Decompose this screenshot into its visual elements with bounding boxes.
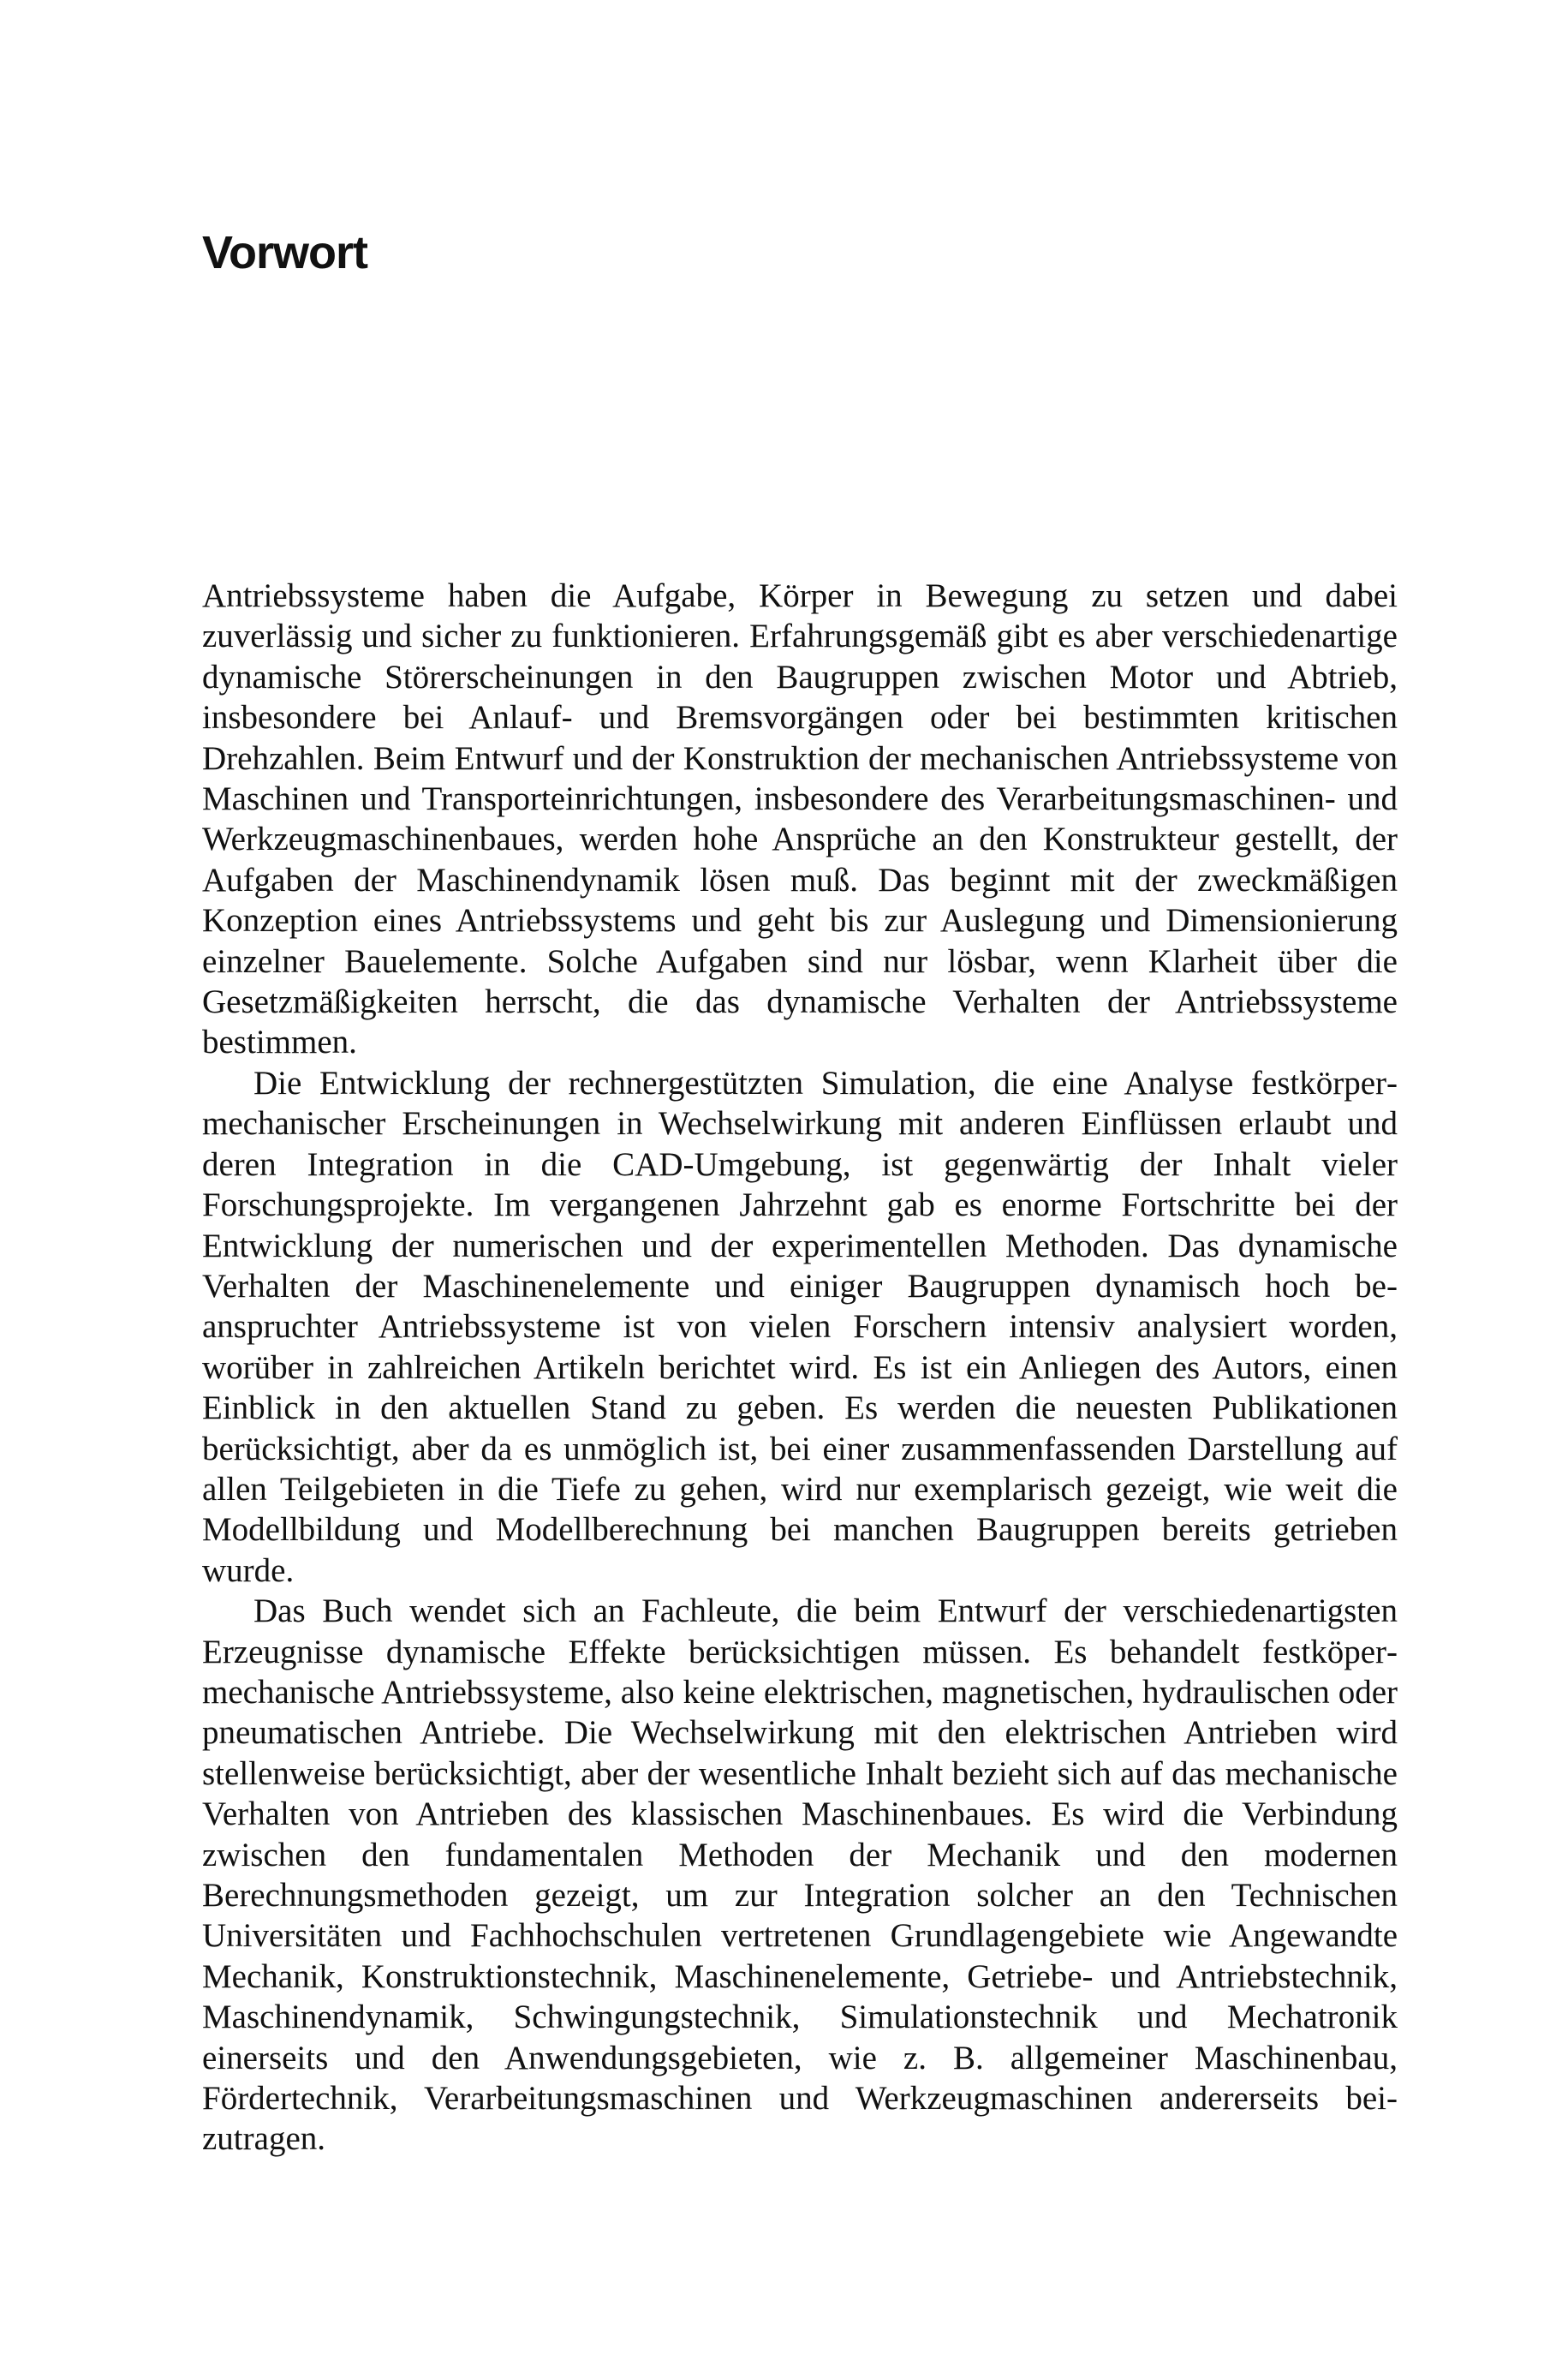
paragraph-2: Die Entwicklung der rechnergestützten Simulation, die eine Analyse festkörpermechanischer Erscheinungen in Wechselwirkung mit anderen Einflüssen erlaubt und deren Integration in die CAD-Umgebung, ist gegenwärtig der Inhalt vieler Forschungsprojekte. Im vergangenen Jahrzehnt gab es enorme Fortschritte bei der Entwicklung der numerischen und der experimentellen Methoden. Das dynamische Verhalten der Maschinenelemente und einiger Baugruppen dynamisch hoch beanspruchter Antriebssysteme ist von vielen Forschern intensiv analysiert worden, worüber in zahlreichen Artikeln berichtet wird. Es ist ein Anliegen des Autors, einen Einblick in den aktuellen Stand zu geben. Es werden die neuesten Publikationen berücksichtigt, aber da es unmöglich ist, bei einer zusammenfassenden Darstellung auf allen Teilgebieten in die Tiefe zu gehen, wird nur exemplarisch gezeigt, wie weit die Modellbildung und Modellberechnung bei manchen Baugruppen bereits getrieben wurde. [202, 1064, 1398, 1589]
paragraph-1: Antriebssysteme haben die Aufgabe, Körper in Bewegung zu setzen und dabei zuverlässig und sicher zu funktionieren. Erfahrungsgemäß gibt es aber verschiedenartige dynamische Störerscheinungen in den Baugruppen zwischen Motor und Abtrieb, insbesondere bei Anlauf- und Bremsvorgängen oder bei bestimmten kritischen Drehzahlen. Beim Entwurf und der Konstruktion der mechanischen Antriebssysteme von Maschinen und Transporteinrichtungen, insbesondere des Verarbeitungsmaschinen- und Werkzeugmaschinenbaues, werden hohe Ansprüche an den Konstrukteur gestellt, der Aufgaben der Maschinendynamik lösen muß. Das beginnt mit der zweckmäßigen Konzeption eines Antriebssystems und geht bis zur Auslegung und Dimensionierung einzelner Bauelemente. Solche Aufgaben sind nur lösbar, wenn Klarheit über die Gesetzmäßigkeiten herrscht, die das dynamische Verhalten der Antriebssysteme bestimmen. [202, 577, 1398, 1061]
page-title: Vorwort [202, 227, 367, 278]
paragraph-3: Das Buch wendet sich an Fachleute, die beim Entwurf der verschiedenartigsten Erzeugnisse dynamische Effekte berücksichtigen müssen. Es behandelt festköpermechanische Antriebssysteme, also keine elektrischen, magnetischen, hydraulischen oder pneumatischen Antriebe. Die Wechselwirkung mit den elektrischen Antrieben wird stellenweise berücksichtigt, aber der wesentliche Inhalt bezieht sich auf das mechanische Verhalten von Antrieben des klassischen Maschinenbaues. Es wird die Verbindung zwischen den fundamentalen Methoden der Mechanik und den modernen Berechnungsmethoden gezeigt, um zur Integration solcher an den Technischen Universitäten und Fachhochschulen vertretenen Grundlagengebiete wie Angewandte Mechanik, Konstruktionstechnik, Maschinenelemente, Getriebe- und Antriebstechnik, Maschinendynamik, Schwingungstechnik, Simulationstechnik und Mechatronik einerseits und den Anwendungsgebieten, wie z. B. allgemeiner Maschinenbau, Fördertechnik, Verarbeitungsmaschinen und Werkzeugmaschinen andererseits beizutragen. [202, 1592, 1398, 2158]
body-text [202, 576, 1398, 2160]
